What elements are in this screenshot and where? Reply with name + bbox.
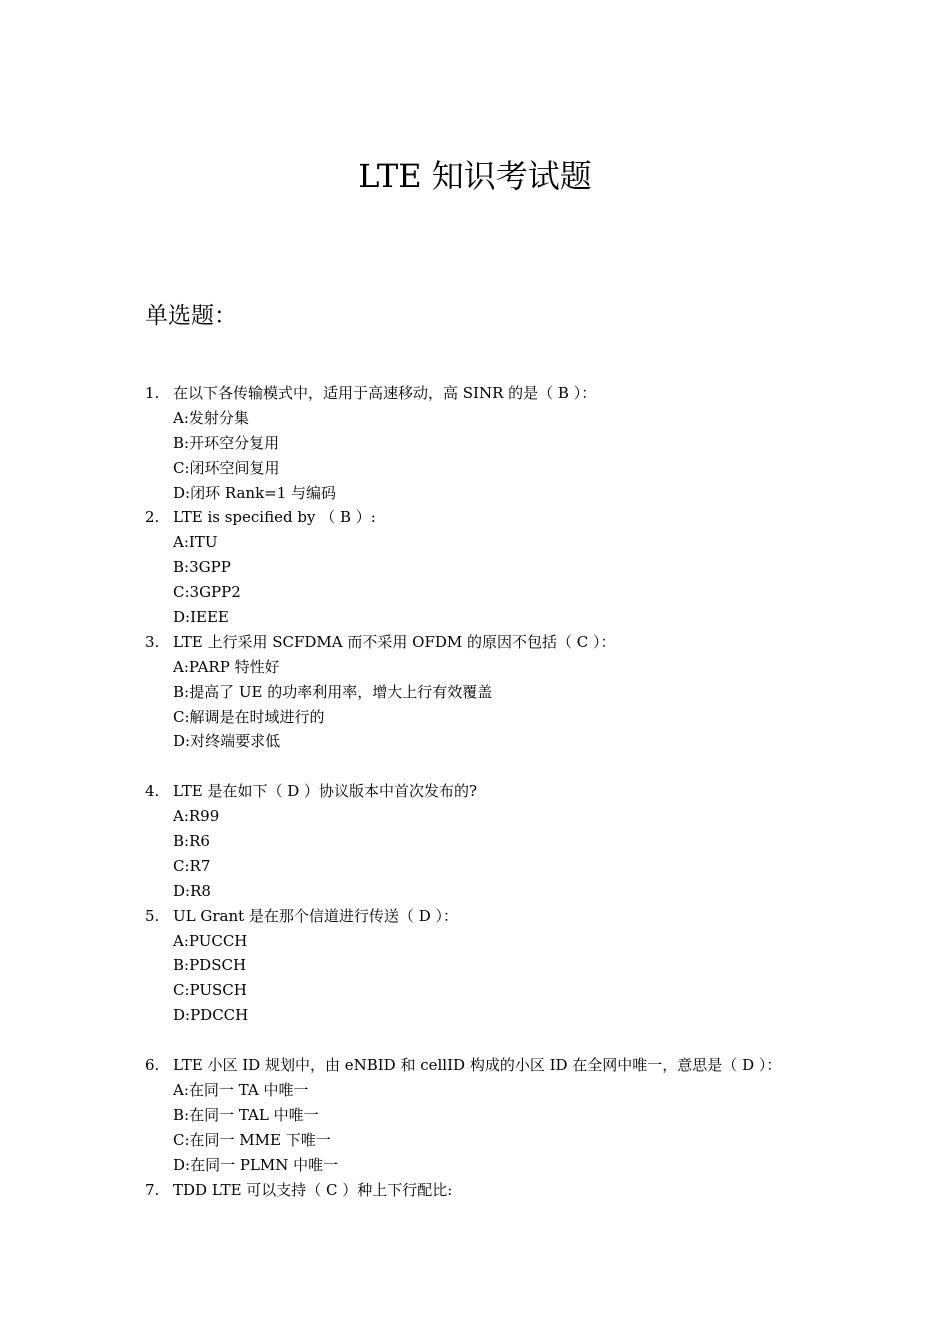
answer-option: B:开环空分复用	[173, 433, 280, 452]
question-text: TDD LTE 可以支持（ C ）种上下行配比:	[173, 1180, 453, 1199]
section-heading: 单选题：	[145, 303, 237, 329]
answer-option: B:在同一 TAL 中唯一	[173, 1105, 319, 1124]
answer-option: D:对终端要求低	[173, 732, 281, 751]
question-list	[145, 381, 905, 1202]
answer-option: A:在同一 TA 中唯一	[173, 1080, 309, 1099]
question-text: UL Grant 是在那个信道进行传送（ D ）：	[173, 906, 458, 925]
question-number: 6.	[145, 1056, 160, 1075]
answer-option: B:R6	[173, 832, 210, 851]
question-item	[145, 630, 905, 655]
answer-option: D:PDCCH	[173, 1006, 249, 1025]
question-text: LTE is specified by （ B ）:	[173, 508, 376, 527]
answer-option: D:闭环 Rank=1 与编码	[173, 483, 337, 502]
answer-option: A:PUCCH	[173, 931, 248, 950]
answer-option: A:发射分集	[173, 408, 249, 427]
question-item	[145, 381, 905, 406]
question-text: LTE 小区 ID 规划中，由 eNBID 和 cellID 构成的小区 ID 在全网中唯一，意思是（ D ）：	[173, 1056, 782, 1075]
question-number: 3.	[145, 632, 160, 651]
question-text: LTE 上行采用 SCFDMA 而不采用 OFDM 的原因不包括（ C ）：	[173, 632, 616, 651]
question-number: 2.	[145, 508, 160, 527]
blank-line	[145, 754, 905, 779]
question-item	[145, 1053, 905, 1078]
question-number: 5.	[145, 906, 160, 925]
answer-option: D:IEEE	[173, 608, 229, 627]
answer-option: C:解调是在时域进行的	[173, 707, 325, 726]
question-item	[145, 904, 905, 929]
question-number: 7.	[145, 1180, 160, 1199]
answer-option: C:R7	[173, 856, 211, 875]
answer-option: B:提高了 UE 的功率利用率，增大上行有效覆盖	[173, 682, 493, 701]
question-item	[145, 505, 905, 530]
answer-option: A:R99	[173, 807, 220, 826]
answer-option: D:在同一 PLMN 中唯一	[173, 1155, 339, 1174]
question-text: 在以下各传输模式中，适用于高速移动，高 SINR 的是（ B ）：	[173, 384, 597, 402]
question-item	[145, 1178, 905, 1203]
question-text: LTE 是在如下（ D ）协议版本中首次发布的?	[173, 782, 478, 801]
question-number: 1.	[145, 384, 160, 402]
blank-line	[145, 1028, 905, 1053]
answer-option: D:R8	[173, 881, 211, 900]
question-number: 4.	[145, 782, 160, 801]
answer-option: B:PDSCH	[173, 956, 247, 975]
answer-option: B:3GPP	[173, 558, 231, 577]
answer-option: A:PARP 特性好	[173, 657, 280, 676]
question-item	[145, 779, 905, 804]
answer-option: C:闭环空间复用	[173, 458, 280, 477]
answer-option: C:3GPP2	[173, 583, 241, 602]
answer-option: C:PUSCH	[173, 981, 247, 1000]
answer-option: A:ITU	[173, 533, 218, 552]
answer-option: C:在同一 MME 下唯一	[173, 1130, 331, 1149]
document-title: LTE 知识考试题	[358, 157, 592, 195]
